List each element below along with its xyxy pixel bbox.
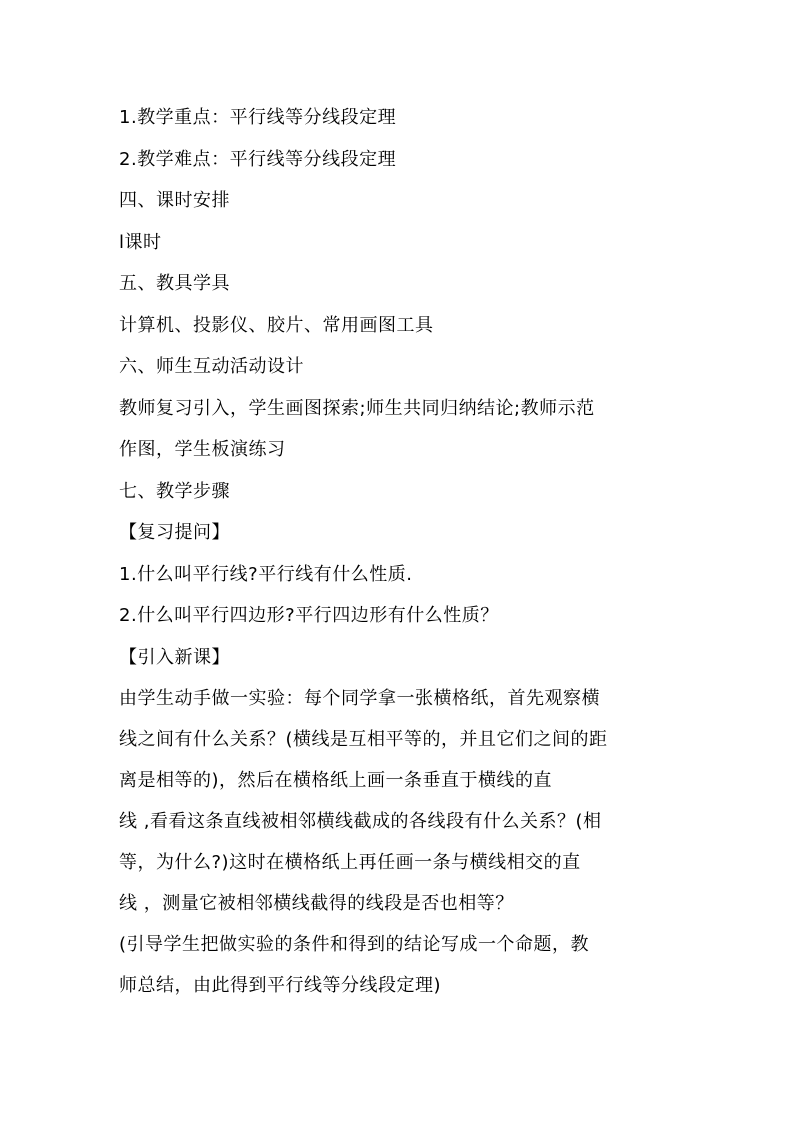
- interaction-text-line-2: 作图，学生板演练习: [119, 439, 286, 460]
- new-lesson-heading: 【引入新课】: [119, 646, 230, 668]
- review-question-2: 2.什么叫平行四边形?平行四边形有什么性质？: [119, 605, 499, 626]
- difficult-point-line: 2.教学难点：平行线等分线段定理: [119, 148, 397, 170]
- experiment-line-1: 由学生动手做一实验：每个同学拿一张横格纸，首先观察横: [119, 688, 600, 709]
- guidance-line-2: 师总结，由此得到平行线等分线段定理): [119, 975, 442, 996]
- section-heading-schedule: 四、课时安排: [119, 190, 230, 211]
- guidance-line-1: (引导学生把做实验的条件和得到的结论写成一个命题，教: [119, 934, 590, 955]
- experiment-line-2: 线之间有什么关系？(横线是互相平等的，并且它们之间的距: [119, 729, 608, 750]
- section-heading-tools: 五、教具学具: [119, 273, 230, 294]
- section-heading-interaction: 六、师生互动活动设计: [119, 356, 304, 377]
- review-heading: 【复习提问】: [119, 522, 230, 543]
- experiment-line-4: 线 ,看看这条直线被相邻横线截成的各线段有什么关系？(相: [119, 811, 602, 832]
- review-question-1: 1.什么叫平行线?平行线有什么性质.: [119, 563, 413, 585]
- document-body: [119, 97, 679, 1006]
- experiment-paragraph: [119, 678, 679, 1006]
- experiment-line-5: 等，为什么?)这时在横格纸上再任画一条与横线相交的直: [119, 852, 581, 873]
- section-heading-steps: 七、教学步骤: [119, 480, 230, 502]
- schedule-text: l课时: [119, 231, 162, 253]
- experiment-line-6: 线 ，测量它被相邻横线截得的线段是否也相等？: [119, 893, 514, 914]
- interaction-text-line-1: 教师复习引入，学生画图探索;师生共同归纳结论;教师示范: [119, 397, 595, 419]
- key-point-line: 1.教学重点：平行线等分线段定理: [119, 107, 397, 128]
- tools-text: 计算机、投影仪、胶片、常用画图工具: [119, 314, 434, 336]
- experiment-line-3: 离是相等的)，然后在横格纸上画一条垂直于横线的直: [119, 770, 553, 791]
